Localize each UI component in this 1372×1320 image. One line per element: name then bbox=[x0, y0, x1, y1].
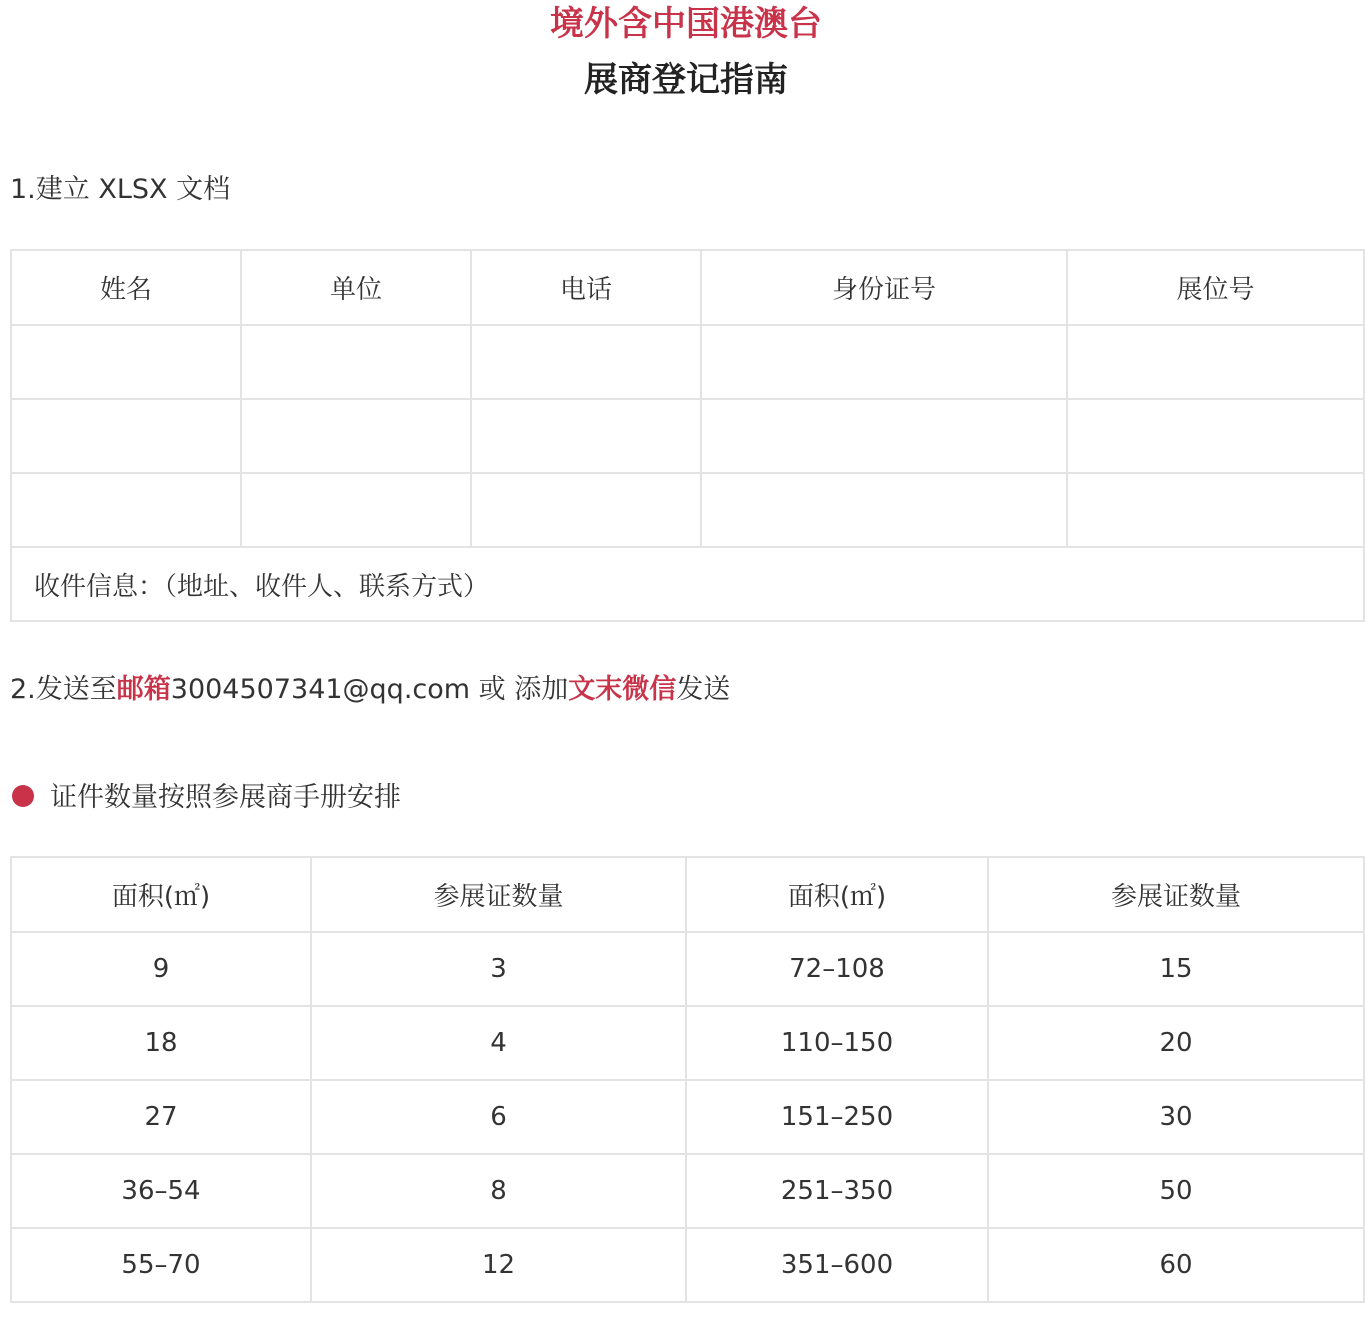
area-cell: 55–70 bbox=[11, 1228, 311, 1302]
badge-note-text: 证件数量按照参展商手册安排 bbox=[50, 782, 401, 813]
empty-cell bbox=[241, 473, 471, 547]
empty-cell bbox=[11, 325, 241, 399]
email-label: 邮箱 bbox=[116, 674, 171, 705]
empty-cell bbox=[471, 473, 701, 547]
empty-cell bbox=[241, 325, 471, 399]
table-row bbox=[11, 1228, 1364, 1302]
empty-cell bbox=[1067, 473, 1364, 547]
empty-cell bbox=[701, 473, 1067, 547]
email-address: 3004507341@qq.com 或 添加 bbox=[170, 674, 569, 705]
table-row bbox=[11, 325, 1364, 399]
page-title-line1: 境外含中国港澳台 bbox=[550, 4, 822, 44]
empty-cell bbox=[471, 399, 701, 473]
step2-suffix: 发送 bbox=[676, 674, 731, 705]
empty-cell bbox=[1067, 399, 1364, 473]
area-cell: 251–350 bbox=[686, 1154, 988, 1228]
badge-header-row bbox=[11, 857, 1364, 932]
empty-cell bbox=[11, 399, 241, 473]
badge-quantity-table bbox=[10, 856, 1365, 1303]
area-cell: 27 bbox=[11, 1080, 311, 1154]
badge-note bbox=[12, 780, 401, 816]
area-cell: 72–108 bbox=[686, 932, 988, 1006]
shipping-info-row bbox=[11, 547, 1364, 621]
badge-count-cell: 15 bbox=[988, 932, 1364, 1006]
header-phone: 电话 bbox=[471, 250, 701, 325]
table-row bbox=[11, 399, 1364, 473]
table-row bbox=[11, 1080, 1364, 1154]
badge-count-cell: 8 bbox=[311, 1154, 686, 1228]
wechat-label: 文末微信 bbox=[568, 674, 677, 705]
empty-cell bbox=[701, 325, 1067, 399]
badge-count-cell: 3 bbox=[311, 932, 686, 1006]
header-badge-count: 参展证数量 bbox=[311, 857, 686, 932]
bullet-dot-icon bbox=[12, 785, 34, 807]
header-id-number: 身份证号 bbox=[701, 250, 1067, 325]
header-area: 面积(㎡) bbox=[686, 857, 988, 932]
registration-table bbox=[10, 249, 1365, 622]
badge-count-cell: 12 bbox=[311, 1228, 686, 1302]
header-badge-count: 参展证数量 bbox=[988, 857, 1364, 932]
table-row bbox=[11, 932, 1364, 1006]
area-cell: 9 bbox=[11, 932, 311, 1006]
area-cell: 351–600 bbox=[686, 1228, 988, 1302]
empty-cell bbox=[471, 325, 701, 399]
badge-count-cell: 20 bbox=[988, 1006, 1364, 1080]
badge-count-cell: 50 bbox=[988, 1154, 1364, 1228]
area-cell: 151–250 bbox=[686, 1080, 988, 1154]
header-area: 面积(㎡) bbox=[11, 857, 311, 932]
step2-text bbox=[10, 672, 730, 708]
step1-text: 1.建立 XLSX 文档 bbox=[10, 174, 231, 205]
registration-header-row bbox=[11, 250, 1364, 325]
area-cell: 18 bbox=[11, 1006, 311, 1080]
empty-cell bbox=[11, 473, 241, 547]
table-row bbox=[11, 473, 1364, 547]
page-title-line2: 展商登记指南 bbox=[584, 60, 788, 100]
table-row bbox=[11, 1154, 1364, 1228]
header-name: 姓名 bbox=[11, 250, 241, 325]
badge-count-cell: 4 bbox=[311, 1006, 686, 1080]
area-cell: 110–150 bbox=[686, 1006, 988, 1080]
empty-cell bbox=[1067, 325, 1364, 399]
empty-cell bbox=[701, 399, 1067, 473]
area-cell: 36–54 bbox=[11, 1154, 311, 1228]
badge-count-cell: 6 bbox=[311, 1080, 686, 1154]
table-row bbox=[11, 1006, 1364, 1080]
badge-count-cell: 30 bbox=[988, 1080, 1364, 1154]
header-company: 单位 bbox=[241, 250, 471, 325]
header-booth-number: 展位号 bbox=[1067, 250, 1364, 325]
step2-prefix: 2.发送至 bbox=[10, 674, 117, 705]
shipping-info-cell: 收件信息：（地址、收件人、联系方式） bbox=[11, 547, 1364, 621]
badge-count-cell: 60 bbox=[988, 1228, 1364, 1302]
empty-cell bbox=[241, 399, 471, 473]
